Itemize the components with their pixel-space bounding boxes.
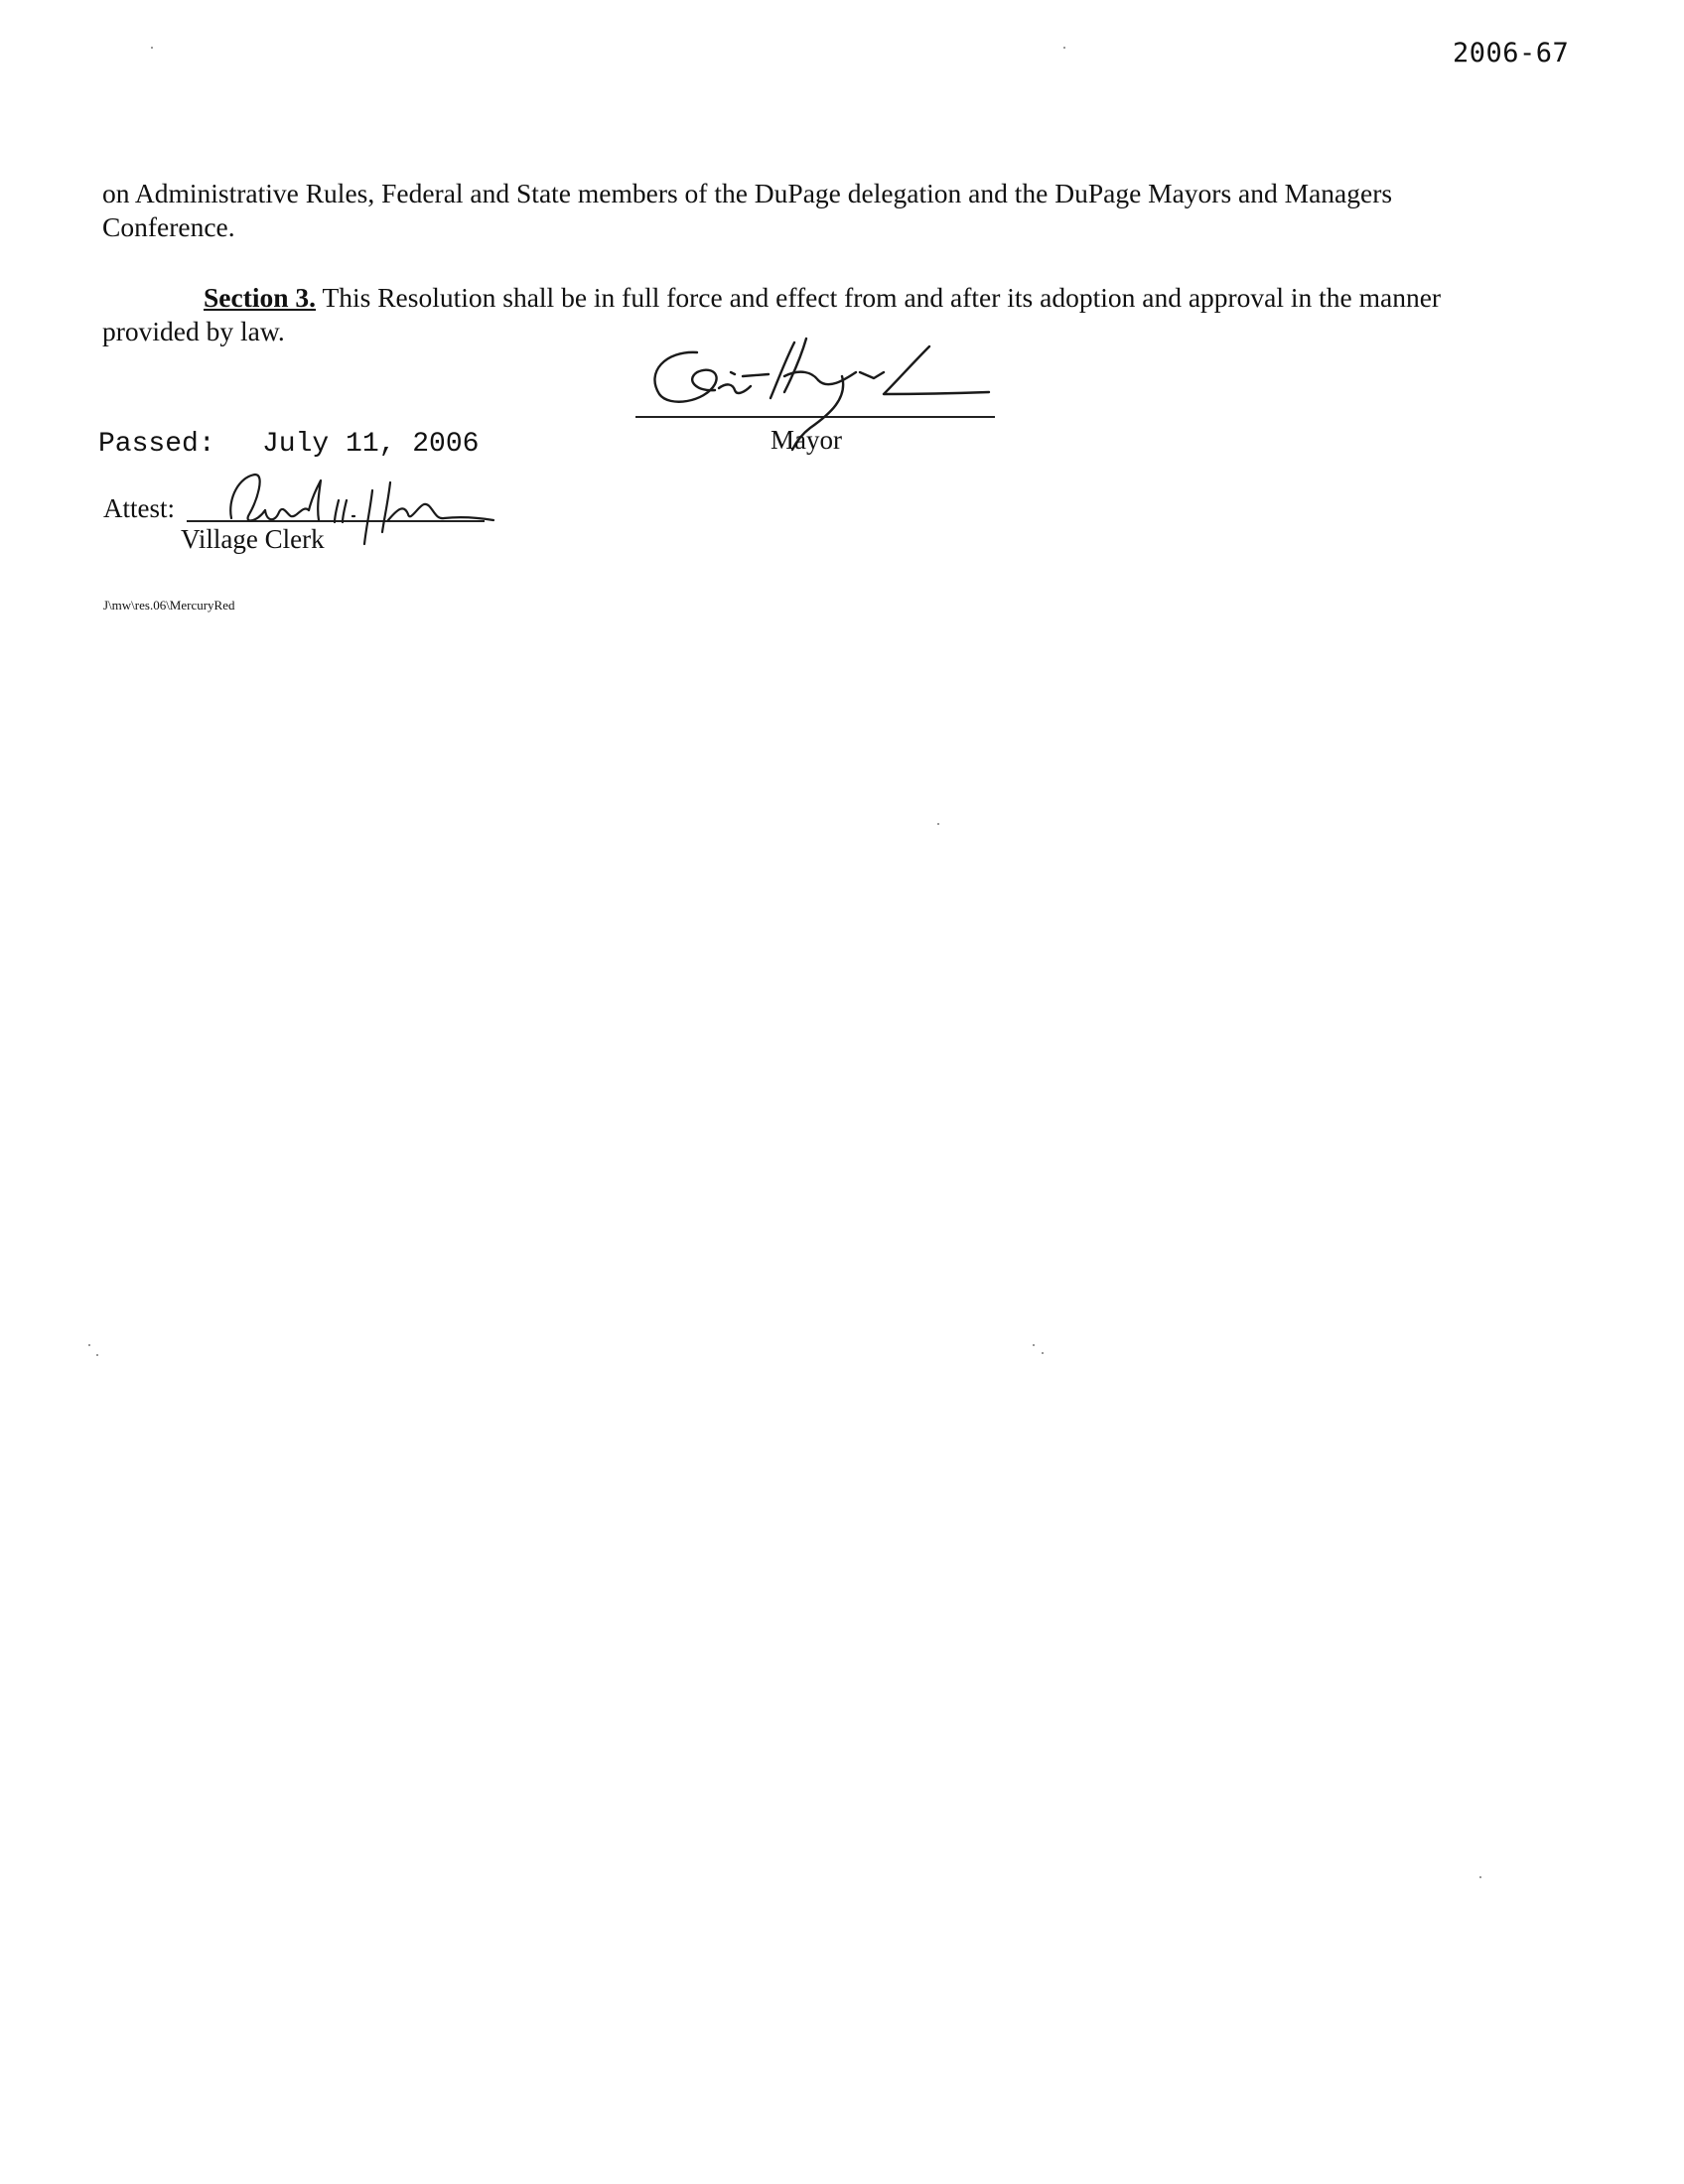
scan-speck [1063,47,1065,49]
file-path-footer: J\mw\res.06\MercuryRed [103,598,235,613]
scan-speck [937,823,939,825]
document-number: 2006-67 [1453,38,1570,68]
scan-speck [1033,1344,1035,1346]
attest-label: Attest: [103,493,175,523]
paragraph-continuation: on Administrative Rules, Federal and State members of the DuPage delegation and the DuPage Mayors and Managers Conference. [102,178,1393,242]
mayor-title: Mayor [771,425,842,455]
scan-speck [1042,1352,1044,1354]
passed-label: Passed: [98,429,215,460]
scan-speck [88,1344,90,1346]
scan-speck [96,1354,98,1356]
scan-speck [1479,1876,1481,1878]
passed-date: July 11, 2006 [262,429,480,460]
section-heading: Section 3. [204,282,317,313]
clerk-title: Village Clerk [181,524,325,554]
scan-speck [151,47,153,49]
section-text: This Resolution shall be in full force and effect from and after its adoption and approval in the manner provided by law. [102,282,1442,346]
